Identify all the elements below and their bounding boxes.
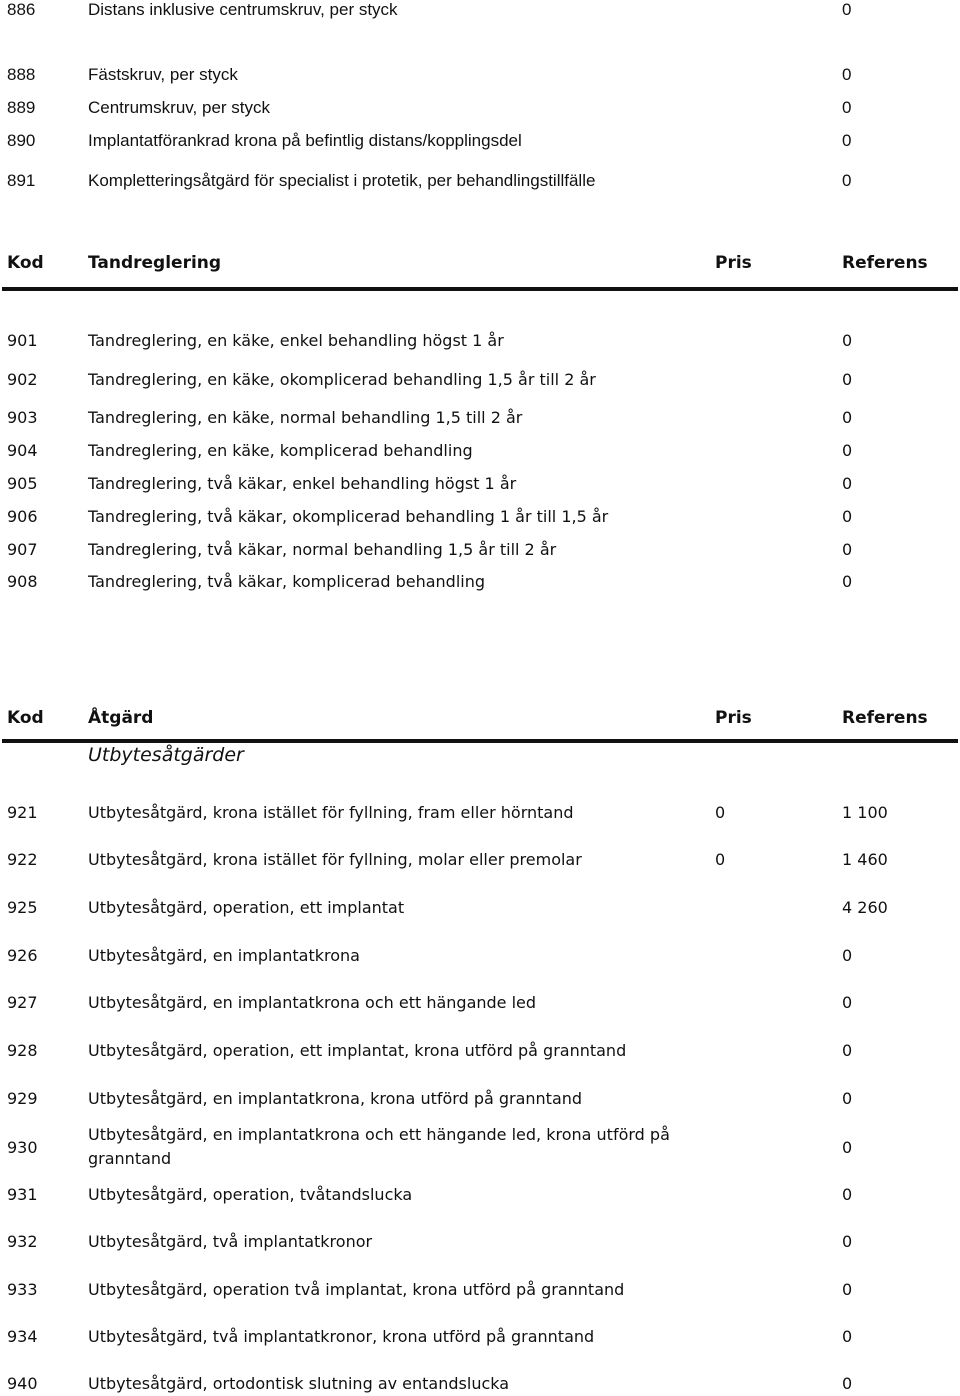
table-row <box>0 848 960 872</box>
table-row <box>0 505 960 529</box>
table-row <box>0 801 960 825</box>
code-cell: 931 <box>7 1185 38 1204</box>
reference-cell: 0 <box>842 993 853 1012</box>
code-cell: 921 <box>7 803 38 822</box>
code-cell: 890 <box>7 131 36 150</box>
table-header <box>0 706 960 730</box>
table-header <box>0 251 960 275</box>
table-row <box>0 0 960 22</box>
reference-cell: 4 260 <box>842 898 888 917</box>
reference-cell: 0 <box>842 1280 853 1299</box>
description-cell: Distans inklusive centrumskruv, per styck <box>88 0 398 19</box>
description-cell: Implantatförankrad krona på befintlig distans/kopplingsdel <box>88 131 522 150</box>
description-cell: Utbytesåtgärd, en implantatkrona och ett hängande led, krona utförd på granntand <box>88 1125 670 1168</box>
section-subtitle: Utbytesåtgärder <box>88 744 244 766</box>
table-row <box>0 1087 960 1111</box>
table-row <box>0 329 960 353</box>
table-row <box>0 944 960 968</box>
table-row <box>0 570 960 594</box>
table-row <box>0 1325 960 1349</box>
reference-cell: 0 <box>842 1185 853 1204</box>
reference-cell: 0 <box>842 331 853 350</box>
reference-cell: 0 <box>842 408 853 427</box>
description-cell: Utbytesåtgärd, operation två implantat, krona utförd på granntand <box>88 1280 625 1299</box>
reference-cell: 0 <box>842 1089 853 1108</box>
code-cell: 922 <box>7 850 38 869</box>
description-cell: Tandreglering, två käkar, enkel behandling högst 1 år <box>88 474 517 493</box>
description-cell: Utbytesåtgärd, operation, ett implantat, krona utförd på granntand <box>88 1041 627 1060</box>
code-cell: 933 <box>7 1280 38 1299</box>
code-cell: 904 <box>7 441 38 460</box>
code-cell: 906 <box>7 507 38 526</box>
description-cell: Utbytesåtgärd, en implantatkrona, krona utförd på granntand <box>88 1089 583 1108</box>
price-cell: 0 <box>715 803 726 822</box>
reference-cell: 0 <box>842 0 852 19</box>
reference-cell: 0 <box>842 1041 853 1060</box>
description-cell: Tandreglering, en käke, normal behandling 1,5 till 2 år <box>88 408 523 427</box>
table-row <box>0 472 960 496</box>
description-cell: Utbytesåtgärd, ortodontisk slutning av entandslucka <box>88 1374 510 1393</box>
description-cell: Tandreglering, en käke, enkel behandling högst 1 år <box>88 331 504 350</box>
reference-cell: 0 <box>842 474 853 493</box>
table-row <box>0 1039 960 1063</box>
description-cell: Utbytesåtgärd, krona istället för fyllning, molar eller premolar <box>88 850 582 869</box>
table-row <box>0 368 960 392</box>
code-cell: 889 <box>7 98 36 117</box>
table-row <box>0 406 960 430</box>
code-cell: 930 <box>7 1138 38 1157</box>
code-cell: 888 <box>7 65 36 84</box>
description-cell: Utbytesåtgärd, operation, ett implantat <box>88 898 405 917</box>
description-cell: Utbytesåtgärd, två implantatkronor <box>88 1232 373 1251</box>
reference-cell: 0 <box>842 1327 853 1346</box>
table-row <box>0 896 960 920</box>
table-row <box>0 439 960 463</box>
code-cell: 901 <box>7 331 38 350</box>
description-cell: Centrumskruv, per styck <box>88 98 271 117</box>
reference-cell: 1 460 <box>842 850 888 869</box>
description-cell: Tandreglering, en käke, okomplicerad behandling 1,5 år till 2 år <box>88 370 596 389</box>
description-cell: Fästskruv, per styck <box>88 65 238 84</box>
reference-cell: 0 <box>842 1374 853 1393</box>
table-row <box>0 1278 960 1302</box>
reference-cell: 0 <box>842 441 853 460</box>
description-cell: Utbytesåtgärd, två implantatkronor, krona utförd på granntand <box>88 1327 595 1346</box>
table-row <box>0 96 960 120</box>
code-cell: 934 <box>7 1327 38 1346</box>
reference-cell: 0 <box>842 171 852 190</box>
description-cell: Tandreglering, två käkar, komplicerad behandling <box>88 572 486 591</box>
description-cell: Utbytesåtgärd, en implantatkrona <box>88 946 360 965</box>
reference-cell: 0 <box>842 131 852 150</box>
description-cell: Tandreglering, en käke, komplicerad behandling <box>88 441 473 460</box>
description-cell: Utbytesåtgärd, krona istället för fyllning, fram eller hörntand <box>88 803 574 822</box>
table-row <box>0 538 960 562</box>
code-cell: 905 <box>7 474 38 493</box>
header-kod: Kod <box>7 708 44 728</box>
header-referens: Referens <box>842 708 928 728</box>
reference-cell: 0 <box>842 507 853 526</box>
reference-cell: 0 <box>842 540 853 559</box>
reference-cell: 0 <box>842 98 852 117</box>
table-row <box>0 1230 960 1254</box>
reference-cell: 0 <box>842 1138 853 1157</box>
reference-cell: 0 <box>842 946 853 965</box>
code-cell: 926 <box>7 946 38 965</box>
description-cell: Kompletteringsåtgärd för specialist i protetik, per behandlingstillfälle <box>88 171 596 190</box>
code-cell: 907 <box>7 540 38 559</box>
table-row <box>0 1372 960 1396</box>
header-referens: Referens <box>842 253 928 273</box>
table-row <box>0 991 960 1015</box>
header-kod: Kod <box>7 253 44 273</box>
code-cell: 940 <box>7 1374 38 1393</box>
price-cell: 0 <box>715 850 726 869</box>
code-cell: 928 <box>7 1041 38 1060</box>
description-cell: Utbytesåtgärd, operation, tvåtandslucka <box>88 1185 413 1204</box>
header-pris: Pris <box>715 253 752 273</box>
table-row <box>0 1123 960 1173</box>
table-row <box>0 169 960 193</box>
code-cell: 891 <box>7 171 36 190</box>
reference-cell: 0 <box>842 370 853 389</box>
code-cell: 925 <box>7 898 38 917</box>
reference-cell: 0 <box>842 572 853 591</box>
header-divider <box>2 287 958 291</box>
header-pris: Pris <box>715 708 752 728</box>
code-cell: 886 <box>7 0 36 19</box>
code-cell: 908 <box>7 572 38 591</box>
reference-cell: 1 100 <box>842 803 888 822</box>
description-cell: Tandreglering, två käkar, okomplicerad behandling 1 år till 1,5 år <box>88 507 609 526</box>
section-title: Tandreglering <box>88 253 222 273</box>
code-cell: 927 <box>7 993 38 1012</box>
reference-cell: 0 <box>842 65 852 84</box>
table-row <box>0 63 960 87</box>
code-cell: 932 <box>7 1232 38 1251</box>
code-cell: 902 <box>7 370 38 389</box>
table-row <box>0 1183 960 1207</box>
code-cell: 903 <box>7 408 38 427</box>
table-row <box>0 129 960 153</box>
description-cell: Utbytesåtgärd, en implantatkrona och ett hängande led <box>88 993 537 1012</box>
description-cell: Tandreglering, två käkar, normal behandling 1,5 år till 2 år <box>88 540 557 559</box>
section-title: Åtgärd <box>88 708 154 728</box>
code-cell: 929 <box>7 1089 38 1108</box>
reference-cell: 0 <box>842 1232 853 1251</box>
